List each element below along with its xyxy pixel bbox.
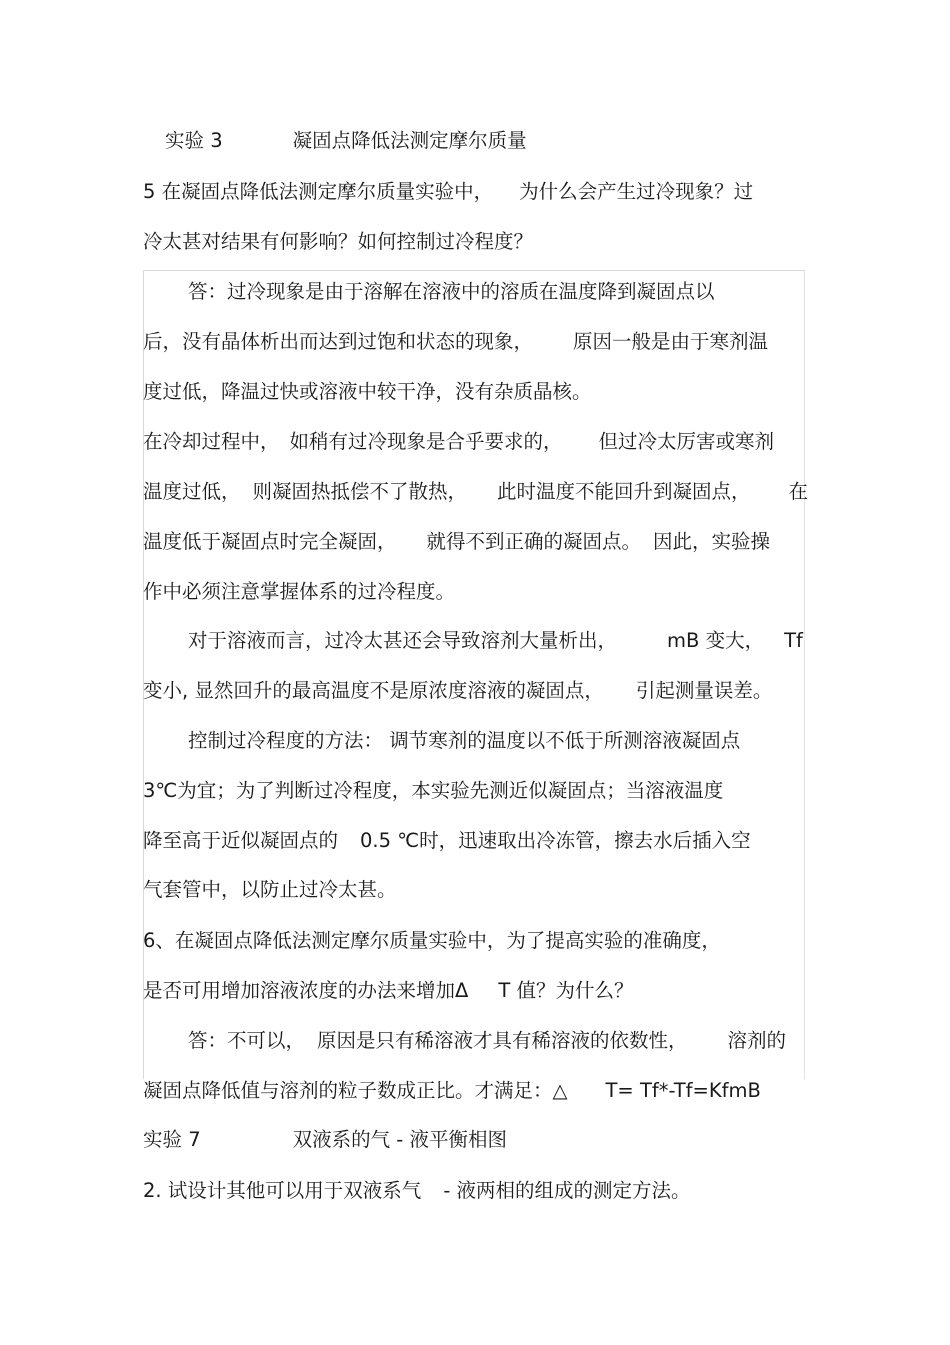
question-2-line-1: 2. 试设计其他可以用于双液系气 - 液两相的组成的测定方法。 xyxy=(143,1179,691,1202)
answer-5-p2-line-1: 在冷却过程中， 如稍有过冷现象是合乎要求的， 但过冷太厉害或寒剂 xyxy=(143,430,775,453)
answer-5-p4-line-2: 3℃为宜；为了判断过冷程度，本实验先测近似凝固点；当溶液温度 xyxy=(143,779,724,802)
answer-5-p4-line-4: 气套管中，以防止过冷太甚。 xyxy=(143,878,397,901)
experiment-title: 凝固点降低法测定摩尔质量 xyxy=(292,129,527,152)
question-6-line-1: 6、在凝固点降低法测定摩尔质量实验中，为了提高实验的准确度， xyxy=(143,929,721,952)
answer-5-p1-line-2: 后，没有晶体析出而达到过饱和状态的现象， 原因一般是由于寒剂温 xyxy=(143,330,769,353)
answer-5-p2-line-3: 温度低于凝固点时完全凝固， 就得不到正确的凝固点。 因此，实验操 xyxy=(143,530,771,553)
answer-6-line-1: 答：不可以， 原因是只有稀溶液才具有稀溶液的依数性， 溶剂的 xyxy=(188,1029,787,1052)
answer-5-p4-line-1: 控制过冷程度的方法： 调节寒剂的温度以不低于所测溶液凝固点 xyxy=(188,729,741,752)
experiment-7-heading xyxy=(143,1127,507,1153)
answer-5-p4-line-3: 降至高于近似凝固点的 0.5 ℃时，迅速取出冷冻管，擦去水后插入空 xyxy=(143,829,751,852)
experiment-number: 实验 3 xyxy=(165,129,223,152)
answer-5-p3-line-2: 变小, 显然回升的最高温度不是原浓度溶液的凝固点， 引起测量误差。 xyxy=(143,679,773,702)
answer-5-p1-line-1: 答：过冷现象是由于溶解在溶液中的溶质在温度降到凝固点以 xyxy=(188,280,715,303)
experiment-3-heading xyxy=(165,128,527,154)
answer-6-line-2: 凝固点降低值与溶剂的粒子数成正比。才满足：△ T= Tf*-Tf=KfmB xyxy=(143,1079,761,1102)
question-5-line-2: 冷太甚对结果有何影响？如何控制过冷程度？ xyxy=(143,230,534,253)
answer-5-p3-line-1: 对于溶液而言，过冷太甚还会导致溶剂大量析出， mB 变大， Tf xyxy=(188,629,803,652)
answer-5-p1-line-3: 度过低，降温过快或溶液中较干净，没有杂质晶核。 xyxy=(143,380,592,403)
answer-5-p2-line-2: 温度过低， 则凝固热抵偿不了散热， 此时温度不能回升到凝固点， 在 xyxy=(143,480,809,503)
experiment-title: 双液系的气 - 液平衡相图 xyxy=(292,1128,508,1151)
experiment-number: 实验 7 xyxy=(143,1128,201,1151)
question-6-line-2: 是否可用增加溶液浓度的办法来增加Δ T 值？为什么？ xyxy=(143,979,634,1002)
answer-5-p2-line-4: 作中必须注意掌握体系的过冷程度。 xyxy=(143,580,456,603)
question-5-line-1: 5 在凝固点降低法测定摩尔质量实验中， 为什么会产生过冷现象？过 xyxy=(143,180,754,203)
